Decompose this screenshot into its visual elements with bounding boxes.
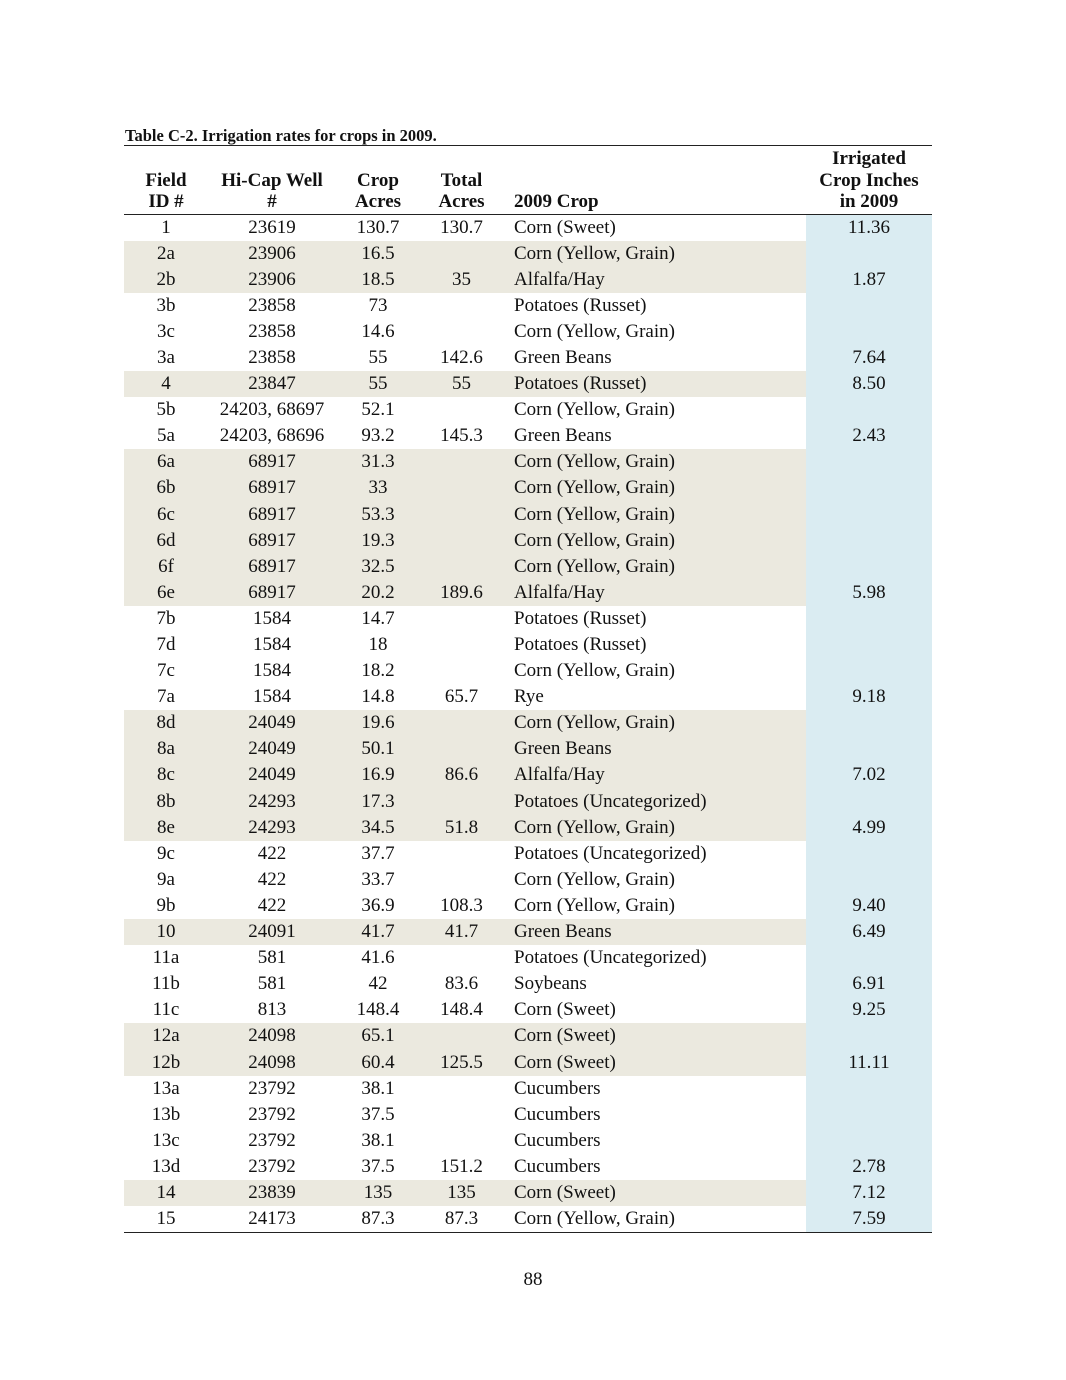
cell-crop: Potatoes (Uncategorized) [514, 947, 707, 969]
header-irrigated-inches: Irrigated Crop Inches in 2009 [819, 148, 919, 212]
cell-field-id: 13d [151, 1155, 181, 1177]
cell-crop: Corn (Yellow, Grain) [514, 1208, 675, 1230]
cell-crop-acres: 19.6 [336, 710, 420, 736]
table-row [124, 423, 932, 449]
table-row [124, 684, 932, 710]
cell-field-id: 12a [124, 1023, 208, 1049]
table-row [124, 736, 932, 762]
cell-total-acres: 135 [420, 1180, 503, 1206]
cell-crop: Corn (Yellow, Grain) [503, 475, 806, 501]
cell-well: 23858 [248, 320, 296, 342]
cell-well: 1584 [253, 607, 291, 629]
cell-field-id: 13a [152, 1077, 180, 1099]
cell-irrigated-inches: 7.12 [806, 1180, 932, 1206]
cell-field-id: 7b [156, 607, 176, 629]
cell-crop: Corn (Sweet) [514, 999, 616, 1021]
table-row [124, 867, 932, 893]
cell-crop-acres: 135 [336, 1180, 420, 1206]
cell-field-id: 14 [124, 1180, 208, 1206]
cell-total-acres: 83.6 [444, 973, 479, 995]
cell-crop-acres: 38.1 [361, 1129, 395, 1151]
cell-irrigated-inches [806, 528, 932, 554]
cell-total-acres: 148.4 [440, 999, 483, 1021]
cell-well: 23906 [208, 267, 336, 293]
cell-crop-acres: 60.4 [336, 1050, 420, 1076]
cell-crop: Corn (Yellow, Grain) [514, 868, 675, 890]
cell-well: 23792 [248, 1103, 296, 1125]
cell-well: 23847 [208, 371, 336, 397]
table-row [124, 1128, 932, 1154]
table-row [124, 658, 932, 684]
cell-irrigated-inches [806, 606, 932, 632]
cell-field-id: 5b [156, 399, 176, 421]
cell-well: 24173 [248, 1208, 296, 1230]
cell-irrigated-inches [806, 319, 932, 345]
cell-total-acres [420, 1128, 503, 1154]
table-row [124, 214, 932, 241]
cell-crop-acres: 87.3 [361, 1208, 395, 1230]
cell-total-acres: 130.7 [440, 216, 483, 238]
cell-crop: Corn (Yellow, Grain) [503, 554, 806, 580]
cell-field-id: 13c [152, 1129, 180, 1151]
cell-crop-acres: 93.2 [361, 425, 395, 447]
table-row [124, 241, 932, 267]
cell-well: 68917 [208, 502, 336, 528]
cell-well: 24049 [208, 762, 336, 788]
cell-irrigated-inches [806, 502, 932, 528]
cell-irrigated-inches [806, 945, 932, 971]
cell-crop: Corn (Yellow, Grain) [503, 528, 806, 554]
cell-total-acres [420, 710, 503, 736]
cell-well: 1584 [253, 634, 291, 655]
table-row [124, 345, 932, 371]
cell-crop: Potatoes (Russet) [503, 371, 806, 397]
cell-well: 68917 [208, 528, 336, 554]
cell-field-id: 1 [161, 216, 171, 238]
cell-well: 23906 [208, 241, 336, 267]
cell-crop-acres: 14.7 [361, 607, 395, 629]
cell-field-id: 8e [124, 815, 208, 841]
cell-total-acres [420, 241, 503, 267]
cell-well: 68917 [208, 475, 336, 501]
cell-crop: Corn (Sweet) [503, 1050, 806, 1076]
table-row [124, 1102, 932, 1128]
cell-crop: Green Beans [503, 919, 806, 945]
cell-crop-acres: 18.2 [361, 660, 395, 682]
cell-crop-acres: 31.3 [336, 449, 420, 475]
header-crop-acres: Crop Acres [354, 169, 402, 212]
cell-crop: Corn (Sweet) [514, 216, 616, 238]
cell-crop-acres: 52.1 [361, 399, 395, 421]
cell-crop-acres: 18.5 [336, 267, 420, 293]
cell-crop-acres: 53.3 [336, 502, 420, 528]
cell-total-acres: 86.6 [420, 762, 503, 788]
table-row [124, 1050, 932, 1076]
table-row [124, 1023, 932, 1049]
cell-total-acres [420, 449, 503, 475]
cell-irrigated-inches [806, 1076, 932, 1102]
cell-well: 24049 [208, 710, 336, 736]
cell-field-id: 9c [157, 842, 175, 864]
table-row [124, 1180, 932, 1206]
cell-irrigated-inches: 2.43 [806, 423, 932, 449]
table-row [124, 397, 932, 423]
table-row [124, 371, 932, 397]
table-row [124, 580, 932, 606]
cell-field-id: 7c [157, 660, 175, 682]
cell-field-id: 11b [152, 973, 180, 995]
table-row [124, 449, 932, 475]
table-row [124, 971, 932, 997]
table-row [124, 632, 932, 658]
cell-crop-acres: 41.7 [336, 919, 420, 945]
cell-crop: Cucumbers [514, 1129, 601, 1151]
cell-total-acres [420, 528, 503, 554]
header-hicap-well: Hi-Cap Well # [221, 169, 323, 212]
cell-crop-acres: 55 [336, 371, 420, 397]
cell-irrigated-inches: 11.11 [806, 1050, 932, 1076]
cell-field-id: 3c [157, 320, 175, 342]
cell-crop-acres: 18 [368, 634, 388, 655]
cell-total-acres [420, 319, 503, 345]
cell-total-acres [420, 945, 503, 971]
table-row [124, 762, 932, 788]
cell-total-acres: 142.6 [440, 346, 483, 368]
cell-total-acres [420, 1102, 503, 1128]
cell-irrigated-inches [806, 841, 932, 867]
cell-crop-acres: 33 [336, 475, 420, 501]
cell-total-acres: 51.8 [420, 815, 503, 841]
header-field-id: Field ID # [145, 169, 187, 212]
cell-well: 422 [257, 868, 287, 890]
cell-irrigated-inches [806, 554, 932, 580]
cell-total-acres [420, 397, 503, 423]
cell-crop: Corn (Yellow, Grain) [503, 241, 806, 267]
cell-crop-acres: 14.6 [361, 320, 395, 342]
cell-crop: Green Beans [503, 736, 806, 762]
cell-field-id: 6e [124, 580, 208, 606]
table-row [124, 554, 932, 580]
cell-total-acres: 189.6 [420, 580, 503, 606]
table-row [124, 502, 932, 528]
cell-total-acres: 87.3 [444, 1208, 479, 1230]
cell-crop-acres: 73 [368, 294, 388, 316]
cell-total-acres: 108.3 [440, 894, 483, 916]
cell-well: 581 [257, 973, 287, 995]
table-body [124, 214, 932, 1233]
cell-field-id: 15 [156, 1208, 176, 1230]
cell-total-acres [420, 502, 503, 528]
cell-total-acres [420, 1023, 503, 1049]
cell-irrigated-inches: 7.59 [806, 1206, 932, 1233]
cell-irrigated-inches: 7.64 [806, 345, 932, 371]
cell-irrigated-inches: 9.18 [806, 684, 932, 710]
cell-crop: Alfalfa/Hay [503, 762, 806, 788]
cell-total-acres [420, 1076, 503, 1102]
cell-well: 68917 [208, 580, 336, 606]
cell-irrigated-inches: 2.78 [806, 1154, 932, 1180]
table-row [124, 945, 932, 971]
cell-crop: Alfalfa/Hay [503, 267, 806, 293]
table-header-row [124, 146, 932, 215]
table-row [124, 606, 932, 632]
cell-irrigated-inches: 8.50 [806, 371, 932, 397]
cell-crop: Alfalfa/Hay [503, 580, 806, 606]
cell-well: 23792 [248, 1077, 296, 1099]
cell-field-id: 11c [152, 999, 180, 1021]
cell-crop-acres: 16.5 [336, 241, 420, 267]
cell-crop: Corn (Yellow, Grain) [503, 815, 806, 841]
cell-field-id: 9b [156, 894, 176, 916]
cell-crop-acres: 41.6 [361, 947, 395, 969]
cell-crop: Corn (Yellow, Grain) [503, 710, 806, 736]
cell-total-acres: 41.7 [420, 919, 503, 945]
cell-crop: Cucumbers [514, 1103, 601, 1125]
cell-crop-acres: 148.4 [356, 999, 400, 1021]
cell-well: 24203, 68697 [219, 399, 325, 421]
cell-irrigated-inches: 6.91 [806, 971, 932, 997]
cell-crop-acres: 50.1 [336, 736, 420, 762]
cell-irrigated-inches [806, 397, 932, 423]
cell-well: 1584 [253, 660, 291, 682]
table-row [124, 815, 932, 841]
cell-well: 23792 [248, 1155, 296, 1177]
cell-total-acres [420, 475, 503, 501]
cell-well: 24091 [208, 919, 336, 945]
cell-crop-acres: 16.9 [336, 762, 420, 788]
cell-crop: Soybeans [514, 973, 587, 995]
cell-crop-acres: 33.7 [361, 868, 395, 890]
cell-crop-acres: 38.1 [361, 1077, 395, 1099]
cell-crop-acres: 42 [368, 973, 388, 995]
cell-total-acres: 55 [420, 371, 503, 397]
cell-irrigated-inches: 9.25 [806, 997, 932, 1023]
cell-crop-acres: 19.3 [336, 528, 420, 554]
cell-well: 581 [257, 947, 287, 969]
cell-total-acres [420, 554, 503, 580]
cell-well: 24293 [208, 815, 336, 841]
cell-well: 68917 [208, 554, 336, 580]
cell-crop: Corn (Yellow, Grain) [514, 320, 675, 342]
header-crop: 2009 Crop [514, 191, 599, 212]
cell-crop: Potatoes (Russet) [514, 294, 647, 316]
cell-total-acres [420, 606, 503, 632]
cell-irrigated-inches [806, 658, 932, 684]
cell-crop: Corn (Sweet) [503, 1180, 806, 1206]
table-row [124, 475, 932, 501]
cell-well: 24203, 68696 [219, 425, 325, 447]
cell-field-id: 11a [152, 947, 180, 969]
cell-field-id: 8a [124, 736, 208, 762]
table-row [124, 1154, 932, 1180]
cell-field-id: 3b [156, 294, 176, 316]
cell-crop-acres: 14.8 [361, 686, 395, 708]
cell-crop-acres: 37.7 [361, 842, 395, 864]
cell-well: 23839 [208, 1180, 336, 1206]
table-row [124, 997, 932, 1023]
cell-irrigated-inches: 11.36 [806, 214, 932, 241]
cell-irrigated-inches [806, 710, 932, 736]
table-row [124, 319, 932, 345]
cell-well: 1584 [253, 686, 291, 708]
cell-crop-acres: 130.7 [356, 216, 400, 238]
cell-crop: Rye [514, 686, 544, 708]
cell-irrigated-inches [806, 867, 932, 893]
cell-crop: Green Beans [514, 346, 612, 368]
cell-crop-acres: 17.3 [336, 789, 420, 815]
cell-well: 422 [257, 894, 287, 916]
cell-well: 24098 [208, 1050, 336, 1076]
cell-total-acres: 65.7 [444, 686, 479, 708]
cell-irrigated-inches [806, 1102, 932, 1128]
cell-total-acres [420, 736, 503, 762]
table-row [124, 267, 932, 293]
cell-crop-acres: 55 [368, 346, 388, 368]
cell-irrigated-inches: 5.98 [806, 580, 932, 606]
table-row [124, 1076, 932, 1102]
cell-well: 23619 [248, 216, 296, 238]
table-row [124, 789, 932, 815]
cell-irrigated-inches [806, 789, 932, 815]
cell-irrigated-inches: 4.99 [806, 815, 932, 841]
cell-irrigated-inches: 6.49 [806, 919, 932, 945]
cell-field-id: 13b [151, 1103, 181, 1125]
cell-field-id: 9a [157, 868, 175, 890]
cell-field-id: 6f [124, 554, 208, 580]
cell-total-acres: 125.5 [420, 1050, 503, 1076]
cell-well: 68917 [208, 449, 336, 475]
cell-crop: Corn (Yellow, Grain) [514, 894, 675, 916]
cell-irrigated-inches: 7.02 [806, 762, 932, 788]
cell-total-acres [420, 632, 503, 658]
cell-irrigated-inches [806, 241, 932, 267]
table-row [124, 293, 932, 319]
cell-field-id: 6d [124, 528, 208, 554]
cell-field-id: 7d [156, 634, 176, 655]
cell-well: 23858 [248, 346, 296, 368]
cell-field-id: 8d [124, 710, 208, 736]
cell-irrigated-inches [806, 475, 932, 501]
cell-field-id: 2a [124, 241, 208, 267]
cell-total-acres: 145.3 [440, 425, 483, 447]
cell-field-id: 10 [124, 919, 208, 945]
table-row [124, 1206, 932, 1233]
cell-irrigated-inches [806, 632, 932, 658]
cell-total-acres [420, 841, 503, 867]
cell-field-id: 6a [124, 449, 208, 475]
cell-irrigated-inches [806, 293, 932, 319]
cell-crop: Green Beans [514, 425, 612, 447]
cell-well: 23792 [248, 1129, 296, 1151]
cell-field-id: 4 [124, 371, 208, 397]
cell-well: 24049 [208, 736, 336, 762]
cell-crop-acres: 37.5 [361, 1155, 395, 1177]
cell-crop: Potatoes (Uncategorized) [514, 842, 707, 864]
cell-irrigated-inches [806, 736, 932, 762]
cell-crop: Cucumbers [514, 1155, 601, 1177]
cell-total-acres: 35 [420, 267, 503, 293]
cell-crop-acres: 34.5 [336, 815, 420, 841]
cell-field-id: 3a [157, 346, 175, 368]
cell-crop: Corn (Sweet) [503, 1023, 806, 1049]
cell-crop: Potatoes (Russet) [514, 607, 647, 629]
cell-field-id: 7a [157, 686, 175, 708]
page-number: 88 [523, 1269, 543, 1290]
cell-crop: Corn (Yellow, Grain) [514, 660, 675, 682]
cell-field-id: 8b [124, 789, 208, 815]
cell-crop-acres: 36.9 [361, 894, 395, 916]
table-row [124, 919, 932, 945]
cell-total-acres [420, 789, 503, 815]
cell-irrigated-inches: 9.40 [806, 893, 932, 919]
cell-total-acres [420, 867, 503, 893]
cell-well: 23858 [248, 294, 296, 316]
cell-total-acres: 151.2 [440, 1155, 483, 1177]
cell-crop: Corn (Yellow, Grain) [503, 502, 806, 528]
cell-crop-acres: 32.5 [336, 554, 420, 580]
table-row [124, 528, 932, 554]
cell-crop-acres: 65.1 [336, 1023, 420, 1049]
table-row [124, 710, 932, 736]
cell-irrigated-inches [806, 1128, 932, 1154]
cell-well: 422 [257, 842, 287, 864]
table-row [124, 893, 932, 919]
cell-crop: Cucumbers [514, 1077, 601, 1099]
cell-crop: Corn (Yellow, Grain) [503, 449, 806, 475]
table-row [124, 841, 932, 867]
table-caption: Table C-2. Irrigation rates for crops in 2009. [125, 126, 437, 145]
cell-crop: Potatoes (Russet) [514, 634, 647, 655]
cell-well: 24098 [208, 1023, 336, 1049]
cell-field-id: 8c [124, 762, 208, 788]
cell-crop-acres: 20.2 [336, 580, 420, 606]
cell-well: 24293 [208, 789, 336, 815]
cell-well: 813 [257, 999, 287, 1021]
cell-total-acres [420, 658, 503, 684]
cell-field-id: 2b [124, 267, 208, 293]
cell-irrigated-inches: 1.87 [806, 267, 932, 293]
cell-field-id: 5a [157, 425, 175, 447]
cell-irrigated-inches [806, 449, 932, 475]
cell-crop-acres: 37.5 [361, 1103, 395, 1125]
cell-crop: Potatoes (Uncategorized) [503, 789, 806, 815]
cell-field-id: 6b [124, 475, 208, 501]
cell-total-acres [420, 293, 503, 319]
cell-field-id: 6c [124, 502, 208, 528]
cell-crop: Corn (Yellow, Grain) [514, 399, 675, 421]
cell-irrigated-inches [806, 1023, 932, 1049]
header-total-acres: Total Acres [438, 169, 485, 212]
cell-field-id: 12b [124, 1050, 208, 1076]
irrigation-table [124, 145, 932, 1233]
